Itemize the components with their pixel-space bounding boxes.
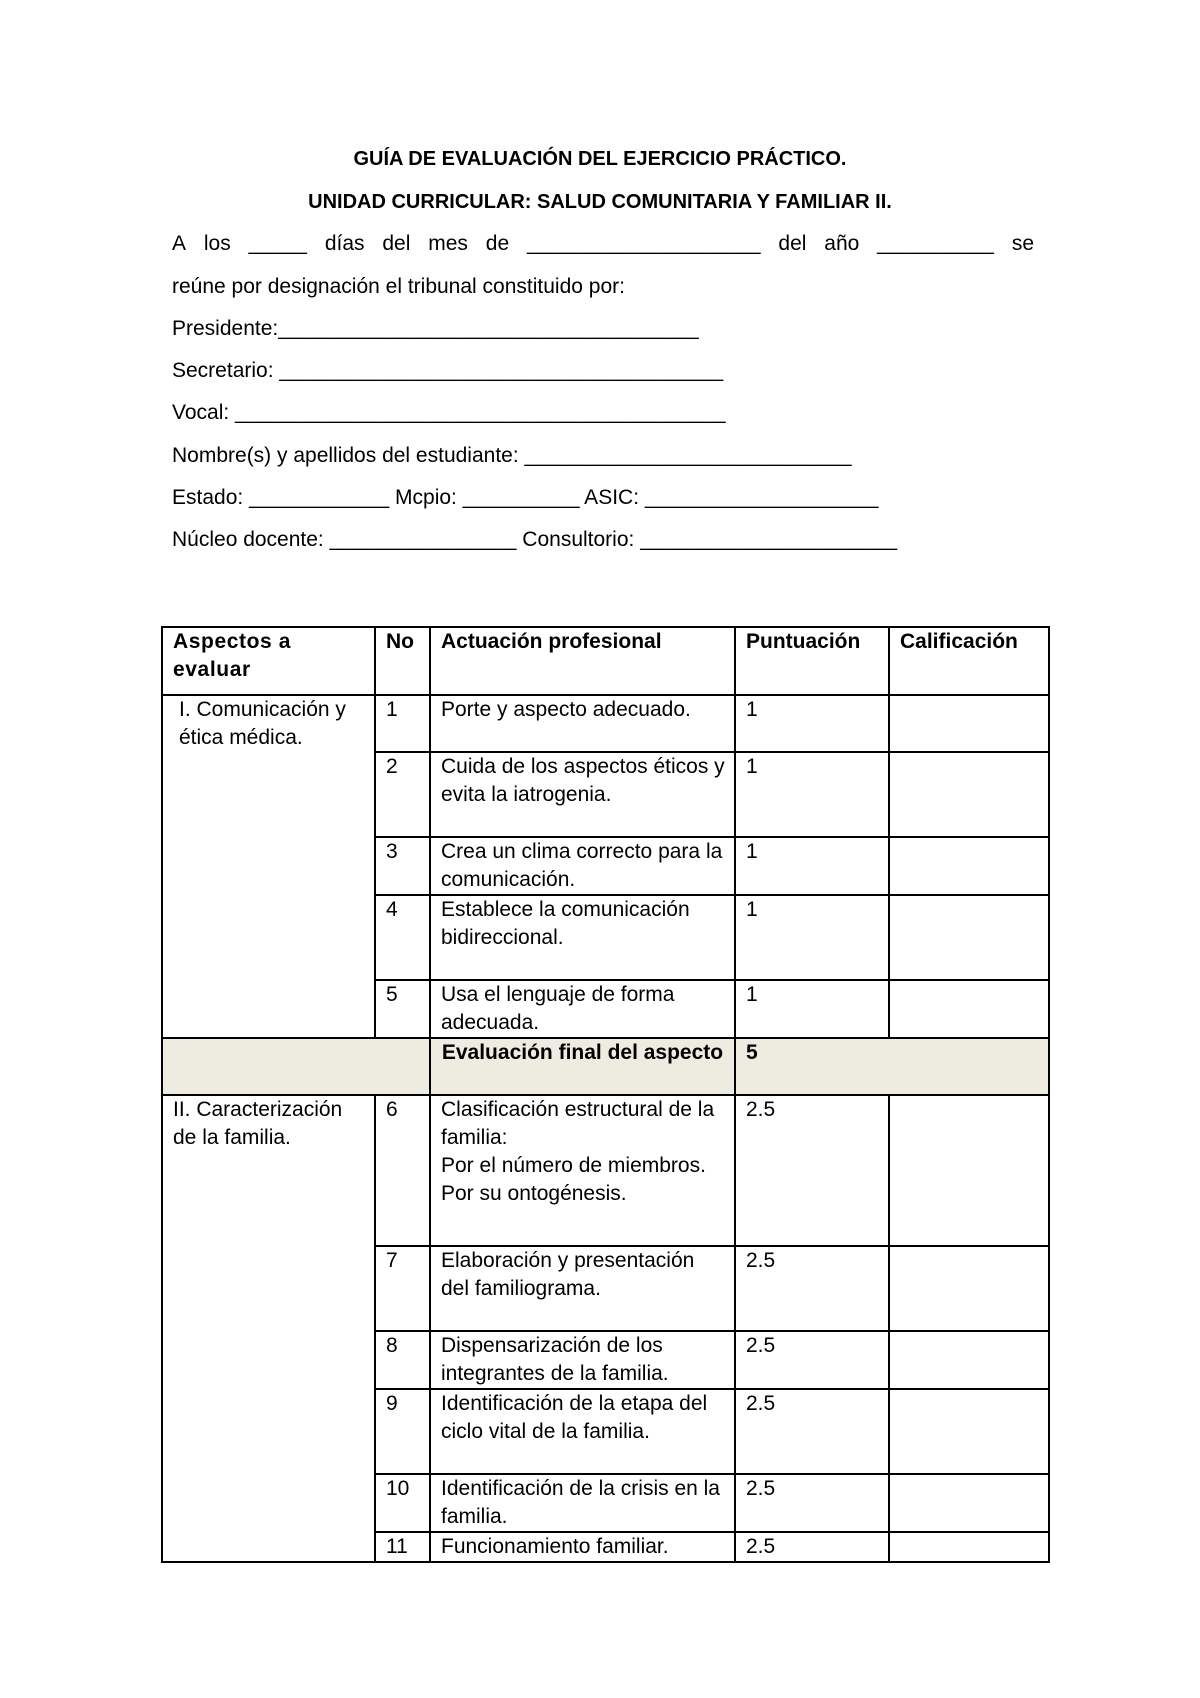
student-name-field: Nombre(s) y apellidos del estudiante: ____________________________	[172, 444, 852, 467]
row-number: 5	[375, 980, 430, 1038]
actuacion-text: Por su ontogénesis.	[441, 1182, 627, 1205]
actuacion-cell: Establece la comunicación bidireccional.	[430, 895, 735, 980]
intro-word: del	[382, 232, 411, 255]
intro-word: de	[485, 232, 510, 255]
actuacion-cell: Usa el lenguaje de forma adecuada.	[430, 980, 735, 1038]
table-row	[162, 695, 1049, 752]
secretario-field: Secretario: ______________________________________	[172, 359, 724, 382]
actuacion-cell: Identificación de la etapa del ciclo vital de la familia.	[430, 1389, 735, 1474]
row-number: 7	[375, 1246, 430, 1331]
intro-word: los	[203, 232, 231, 255]
intro-word: días	[324, 232, 365, 255]
puntuacion-cell: 1	[735, 895, 889, 980]
evaluation-table	[161, 626, 1050, 1563]
intro-line	[172, 231, 1034, 257]
presidente-field: Presidente:____________________________________	[172, 317, 699, 340]
calificacion-cell	[889, 1474, 1049, 1532]
actuacion-cell: Identificación de la crisis en la familia.	[430, 1474, 735, 1532]
final-empty-cell	[162, 1038, 430, 1095]
document-subtitle: UNIDAD CURRICULAR: SALUD COMUNITARIA Y FAMILIAR II.	[308, 191, 892, 213]
calificacion-cell	[889, 695, 1049, 752]
aspect-cell: I. Comunicación y ética médica.	[162, 695, 375, 1038]
actuacion-text: Clasificación estructural de la familia:	[441, 1098, 715, 1149]
actuacion-cell	[430, 1095, 735, 1246]
intro-line-2: reúne por designación el tribunal constituido por:	[172, 275, 625, 298]
table-header-row	[162, 627, 1049, 695]
calificacion-cell	[889, 895, 1049, 980]
location-fields: Estado: ____________ Mcpio: __________ ASIC: ____________________	[172, 486, 879, 509]
header-actuacion: Actuación profesional	[430, 627, 735, 695]
intro-word: se	[1011, 232, 1034, 255]
row-number: 6	[375, 1095, 430, 1246]
actuacion-cell: Crea un clima correcto para la comunicación.	[430, 837, 735, 895]
actuacion-cell: Cuida de los aspectos éticos y evita la iatrogenia.	[430, 752, 735, 837]
actuacion-cell: Porte y aspecto adecuado.	[430, 695, 735, 752]
intro-word: año	[824, 232, 860, 255]
actuacion-text: Por el número de miembros.	[441, 1154, 706, 1177]
intro-word: A	[172, 232, 187, 255]
puntuacion-cell: 1	[735, 837, 889, 895]
header-no: No	[375, 627, 430, 695]
actuacion-cell: Funcionamiento familiar.	[430, 1532, 735, 1562]
intro-word: del	[778, 232, 807, 255]
puntuacion-cell: 1	[735, 695, 889, 752]
puntuacion-cell: 2.5	[735, 1095, 889, 1246]
row-number: 2	[375, 752, 430, 837]
final-evaluation-row	[162, 1038, 1049, 1095]
year-blank: __________	[877, 232, 994, 255]
row-number: 1	[375, 695, 430, 752]
puntuacion-cell: 1	[735, 752, 889, 837]
puntuacion-cell: 2.5	[735, 1532, 889, 1562]
row-number: 3	[375, 837, 430, 895]
aspect-cell: II. Caracterización de la familia.	[162, 1095, 375, 1562]
row-number: 9	[375, 1389, 430, 1474]
calificacion-cell	[889, 752, 1049, 837]
header-puntuacion: Puntuación	[735, 627, 889, 695]
actuacion-cell: Elaboración y presentación del familiograma.	[430, 1246, 735, 1331]
vocal-field: Vocal: __________________________________________	[172, 401, 726, 424]
puntuacion-cell: 1	[735, 980, 889, 1038]
puntuacion-cell: 2.5	[735, 1389, 889, 1474]
calificacion-cell	[889, 980, 1049, 1038]
puntuacion-cell: 2.5	[735, 1474, 889, 1532]
row-number: 11	[375, 1532, 430, 1562]
calificacion-cell	[889, 1246, 1049, 1331]
header-calificacion: Calificación	[889, 627, 1049, 695]
intro-word: mes	[428, 232, 468, 255]
row-number: 10	[375, 1474, 430, 1532]
row-number: 8	[375, 1331, 430, 1389]
puntuacion-cell: 2.5	[735, 1331, 889, 1389]
final-evaluation-value: 5	[735, 1038, 1049, 1095]
row-number: 4	[375, 895, 430, 980]
final-evaluation-label: Evaluación final del aspecto	[430, 1038, 735, 1095]
calificacion-cell	[889, 1095, 1049, 1246]
nucleo-consultorio-fields: Núcleo docente: ________________ Consultorio: ______________________	[172, 528, 898, 551]
calificacion-cell	[889, 1389, 1049, 1474]
calificacion-cell	[889, 1331, 1049, 1389]
actuacion-cell: Dispensarización de los integrantes de la familia.	[430, 1331, 735, 1389]
calificacion-cell	[889, 1532, 1049, 1562]
document-title: GUÍA DE EVALUACIÓN DEL EJERCICIO PRÁCTICO.	[353, 148, 847, 170]
header-aspectos: Aspectos a evaluar	[162, 627, 375, 695]
calificacion-cell	[889, 837, 1049, 895]
table-row	[162, 1095, 1049, 1246]
day-blank: _____	[248, 232, 307, 255]
month-blank: ____________________	[526, 232, 761, 255]
puntuacion-cell: 2.5	[735, 1246, 889, 1331]
